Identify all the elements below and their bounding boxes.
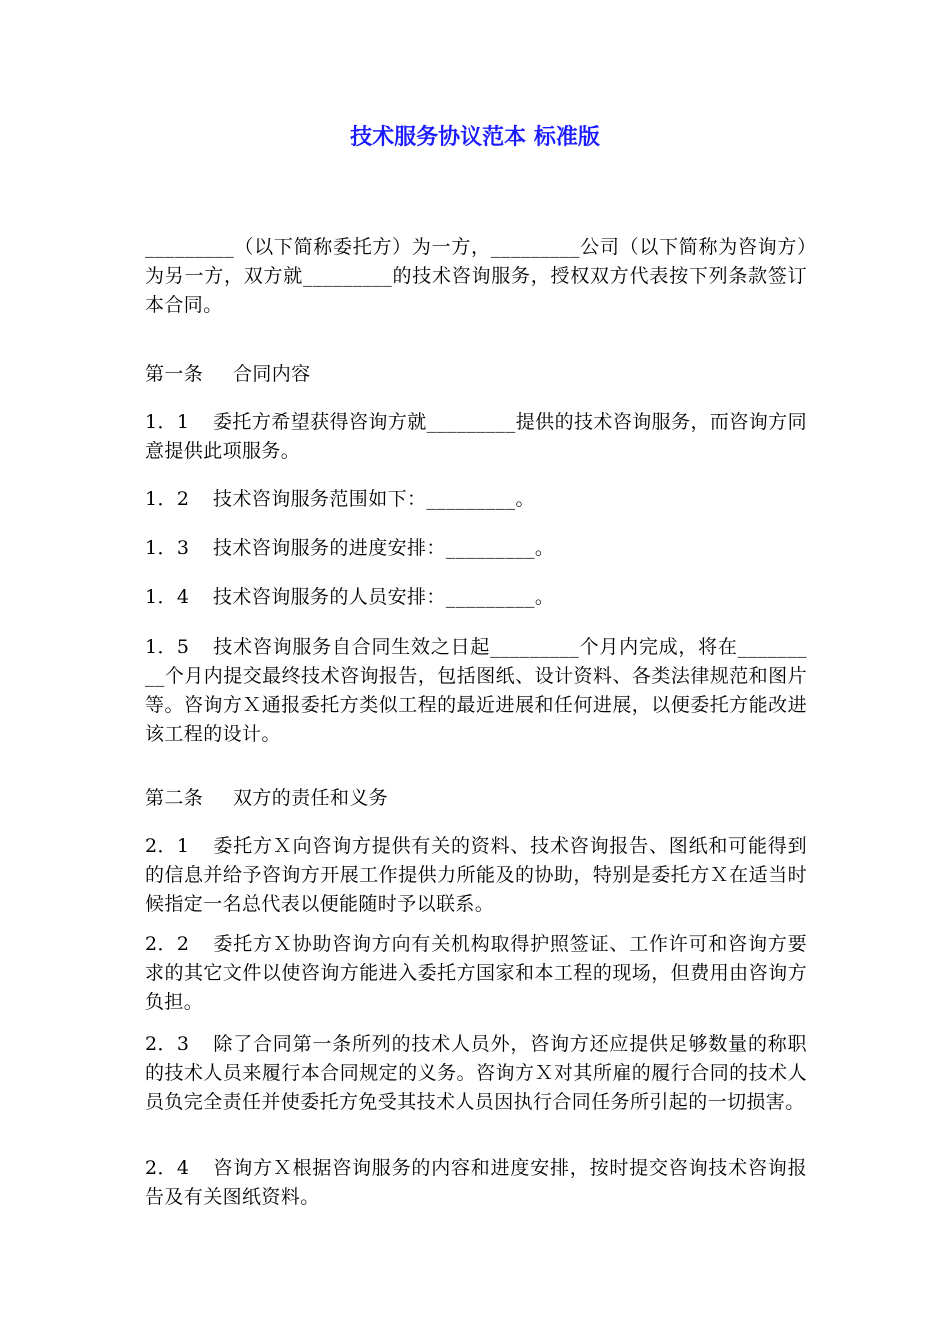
clause-text: 咨询方Ｘ根据咨询服务的内容和进度安排，按时提交咨询技术咨询报告及有关图纸资料。 — [145, 1157, 807, 1208]
clause-number: 2．1 — [145, 835, 190, 857]
clause-number: 1．5 — [145, 636, 190, 658]
article-1-number: 第一条 — [145, 363, 204, 385]
clause-1-1 — [145, 408, 807, 466]
clause-2-1 — [145, 832, 807, 919]
clause-number: 2．2 — [145, 933, 190, 955]
article-1-title: 合同内容 — [233, 363, 311, 385]
clause-text: 技术咨询服务的人员安排：_________。 — [213, 586, 555, 608]
clause-2-2 — [145, 930, 807, 1017]
clause-text: 技术咨询服务的进度安排：_________。 — [213, 537, 555, 559]
article-2-heading — [145, 784, 807, 813]
clause-text: 委托方Ｘ向咨询方提供有关的资料、技术咨询报告、图纸和可能得到的信息并给予咨询方开展工作提供力所能及的协助，特别是委托方Ｘ在适当时候指定一名总代表以便能随时予以联系。 — [145, 835, 807, 915]
clause-number: 1．3 — [145, 537, 190, 559]
document-title: 技术服务协议范本 标准版 — [350, 125, 600, 150]
clause-1-4 — [145, 583, 807, 612]
clause-number: 2．4 — [145, 1157, 190, 1179]
clause-2-4 — [145, 1154, 807, 1212]
clause-text: 技术咨询服务范围如下：_________。 — [213, 488, 535, 510]
clause-number: 2．3 — [145, 1033, 190, 1055]
intro-paragraph: _________（以下简称委托方）为一方，_________公司（以下简称为咨询方）为另一方，双方就_________的技术咨询服务，授权双方代表按下列条款签订本合同。 — [145, 236, 807, 316]
clause-number: 1．1 — [145, 411, 190, 433]
clause-text: 委托方希望获得咨询方就_________提供的技术咨询服务，而咨询方同意提供此项服务。 — [145, 411, 807, 462]
clause-text: 委托方Ｘ协助咨询方向有关机构取得护照签证、工作许可和咨询方要求的其它文件以使咨询方能进入委托方国家和本工程的现场，但费用由咨询方负担。 — [145, 933, 807, 1013]
clause-text: 除了合同第一条所列的技术人员外，咨询方还应提供足够数量的称职的技术人员来履行本合同规定的义务。咨询方Ｘ对其所雇的履行合同的技术人员负完全责任并使委托方免受其技术人员因执行合同任务所引起的一切损害。 — [145, 1033, 807, 1113]
article-2-number: 第二条 — [145, 787, 204, 809]
clause-1-3 — [145, 534, 807, 563]
article-1-heading — [145, 360, 807, 389]
clause-1-5 — [145, 633, 807, 749]
article-2-title: 双方的责任和义务 — [233, 787, 389, 809]
clause-2-3 — [145, 1030, 807, 1117]
clause-number: 1．4 — [145, 586, 190, 608]
clause-number: 1．2 — [145, 488, 190, 510]
clause-text: 技术咨询服务自合同生效之日起_________个月内完成，将在_________个月内提交最终技术咨询报告，包括图纸、设计资料、各类法律规范和图片等。咨询方Ｘ通报委托方类似工程的最近进展和任何进展，以便委托方能改进该工程的设计。 — [145, 636, 807, 745]
clause-1-2 — [145, 485, 807, 514]
